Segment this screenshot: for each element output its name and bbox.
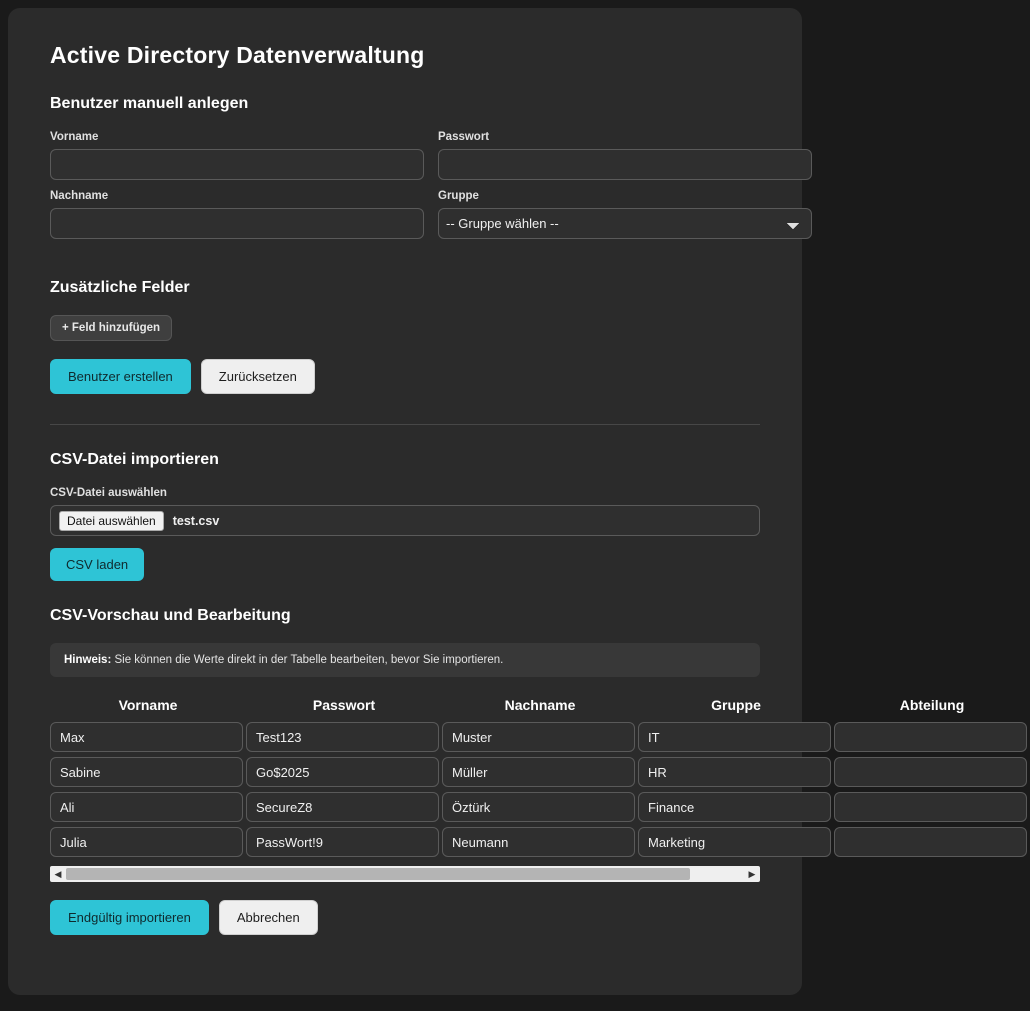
cell-gruppe (638, 827, 834, 862)
cell-input-passwort[interactable] (246, 722, 439, 752)
preview-hint-text: Sie können die Werte direkt in der Tabelle bearbeiten, bevor Sie importieren. (111, 654, 504, 666)
cell-abteilung (834, 827, 1030, 862)
cell-input-nachname[interactable] (442, 757, 635, 787)
cell-input-nachname[interactable] (442, 827, 635, 857)
preview-hint-bold: Hinweis: (64, 654, 112, 666)
cell-passwort (246, 827, 442, 862)
gruppe-select[interactable] (438, 208, 812, 239)
manual-form (50, 131, 760, 249)
cell-input-passwort[interactable] (246, 827, 439, 857)
field-gruppe (438, 190, 812, 239)
selected-file-name: test.csv (172, 513, 220, 528)
extra-fields-heading: Zusätzliche Felder (50, 279, 190, 296)
column-header-vorname: Vorname (118, 697, 178, 713)
cell-vorname (50, 757, 246, 792)
cell-passwort (246, 757, 442, 792)
cell-input-abteilung[interactable] (834, 722, 1027, 752)
cell-vorname (50, 827, 246, 862)
passwort-input[interactable] (438, 149, 812, 180)
preview-table-header-row (50, 693, 1030, 722)
scroll-right-icon[interactable]: ▶ (748, 868, 756, 879)
cell-abteilung (834, 722, 1030, 757)
scrollbar-track[interactable] (66, 866, 744, 882)
column-header-gruppe: Gruppe (711, 697, 761, 713)
cell-input-gruppe[interactable] (638, 827, 831, 857)
table-row (50, 792, 1030, 827)
cell-nachname (442, 792, 638, 827)
cell-passwort (246, 792, 442, 827)
add-field-button[interactable]: + Feld hinzufügen (50, 315, 172, 341)
page-title: Active Directory Datenverwaltung (50, 42, 425, 68)
label-gruppe: Gruppe (438, 190, 479, 202)
nachname-input[interactable] (50, 208, 424, 239)
cell-input-nachname[interactable] (442, 722, 635, 752)
final-import-button[interactable]: Endgültig importieren (50, 900, 209, 935)
preview-table-wrapper (50, 693, 965, 862)
label-passwort: Passwort (438, 131, 490, 143)
csv-file-label: CSV-Datei auswählen (50, 487, 167, 499)
section-divider (50, 424, 760, 425)
reset-button[interactable]: Zurücksetzen (201, 359, 315, 394)
table-row (50, 827, 1030, 862)
field-nachname (50, 190, 424, 239)
preview-actions (50, 900, 760, 935)
cell-input-gruppe[interactable] (638, 792, 831, 822)
preview-hint (50, 643, 760, 677)
main-card (8, 8, 965, 995)
cell-nachname (442, 722, 638, 757)
cell-input-vorname[interactable] (50, 827, 243, 857)
create-user-button[interactable]: Benutzer erstellen (50, 359, 191, 394)
cell-nachname (442, 827, 638, 862)
cell-nachname (442, 757, 638, 792)
cell-passwort (246, 722, 442, 757)
choose-file-button[interactable]: Datei auswählen (59, 511, 164, 531)
csv-file-input[interactable] (50, 505, 760, 536)
column-header-nachname: Nachname (504, 697, 576, 713)
cell-input-gruppe[interactable] (638, 757, 831, 787)
scroll-left-icon[interactable]: ◀ (54, 868, 62, 879)
cell-input-passwort[interactable] (246, 757, 439, 787)
preview-table (50, 693, 1030, 862)
cell-gruppe (638, 722, 834, 757)
table-row (50, 757, 1030, 792)
manual-actions (50, 359, 760, 394)
cell-vorname (50, 792, 246, 827)
column-header-abteilung: Abteilung (899, 697, 965, 713)
load-csv-button[interactable]: CSV laden (50, 548, 144, 581)
cell-gruppe (638, 757, 834, 792)
horizontal-scrollbar[interactable] (50, 866, 760, 882)
cell-input-vorname[interactable] (50, 757, 243, 787)
cell-input-abteilung[interactable] (834, 792, 1027, 822)
manual-section-heading: Benutzer manuell anlegen (50, 95, 249, 112)
cancel-button[interactable]: Abbrechen (219, 900, 318, 935)
cell-vorname (50, 722, 246, 757)
cell-input-vorname[interactable] (50, 722, 243, 752)
cell-input-gruppe[interactable] (638, 722, 831, 752)
cell-abteilung (834, 757, 1030, 792)
cell-input-abteilung[interactable] (834, 757, 1027, 787)
table-row (50, 722, 1030, 757)
cell-input-vorname[interactable] (50, 792, 243, 822)
field-vorname (50, 131, 424, 180)
cell-abteilung (834, 792, 1030, 827)
cell-gruppe (638, 792, 834, 827)
cell-input-passwort[interactable] (246, 792, 439, 822)
field-passwort (438, 131, 812, 180)
column-header-passwort: Passwort (312, 697, 376, 713)
vorname-input[interactable] (50, 149, 424, 180)
cell-input-nachname[interactable] (442, 792, 635, 822)
cell-input-abteilung[interactable] (834, 827, 1027, 857)
csv-section-heading: CSV-Datei importieren (50, 451, 219, 468)
label-vorname: Vorname (50, 131, 99, 143)
scrollbar-thumb[interactable] (66, 868, 690, 880)
preview-section-heading: CSV-Vorschau und Bearbeitung (50, 607, 291, 624)
label-nachname: Nachname (50, 190, 109, 202)
